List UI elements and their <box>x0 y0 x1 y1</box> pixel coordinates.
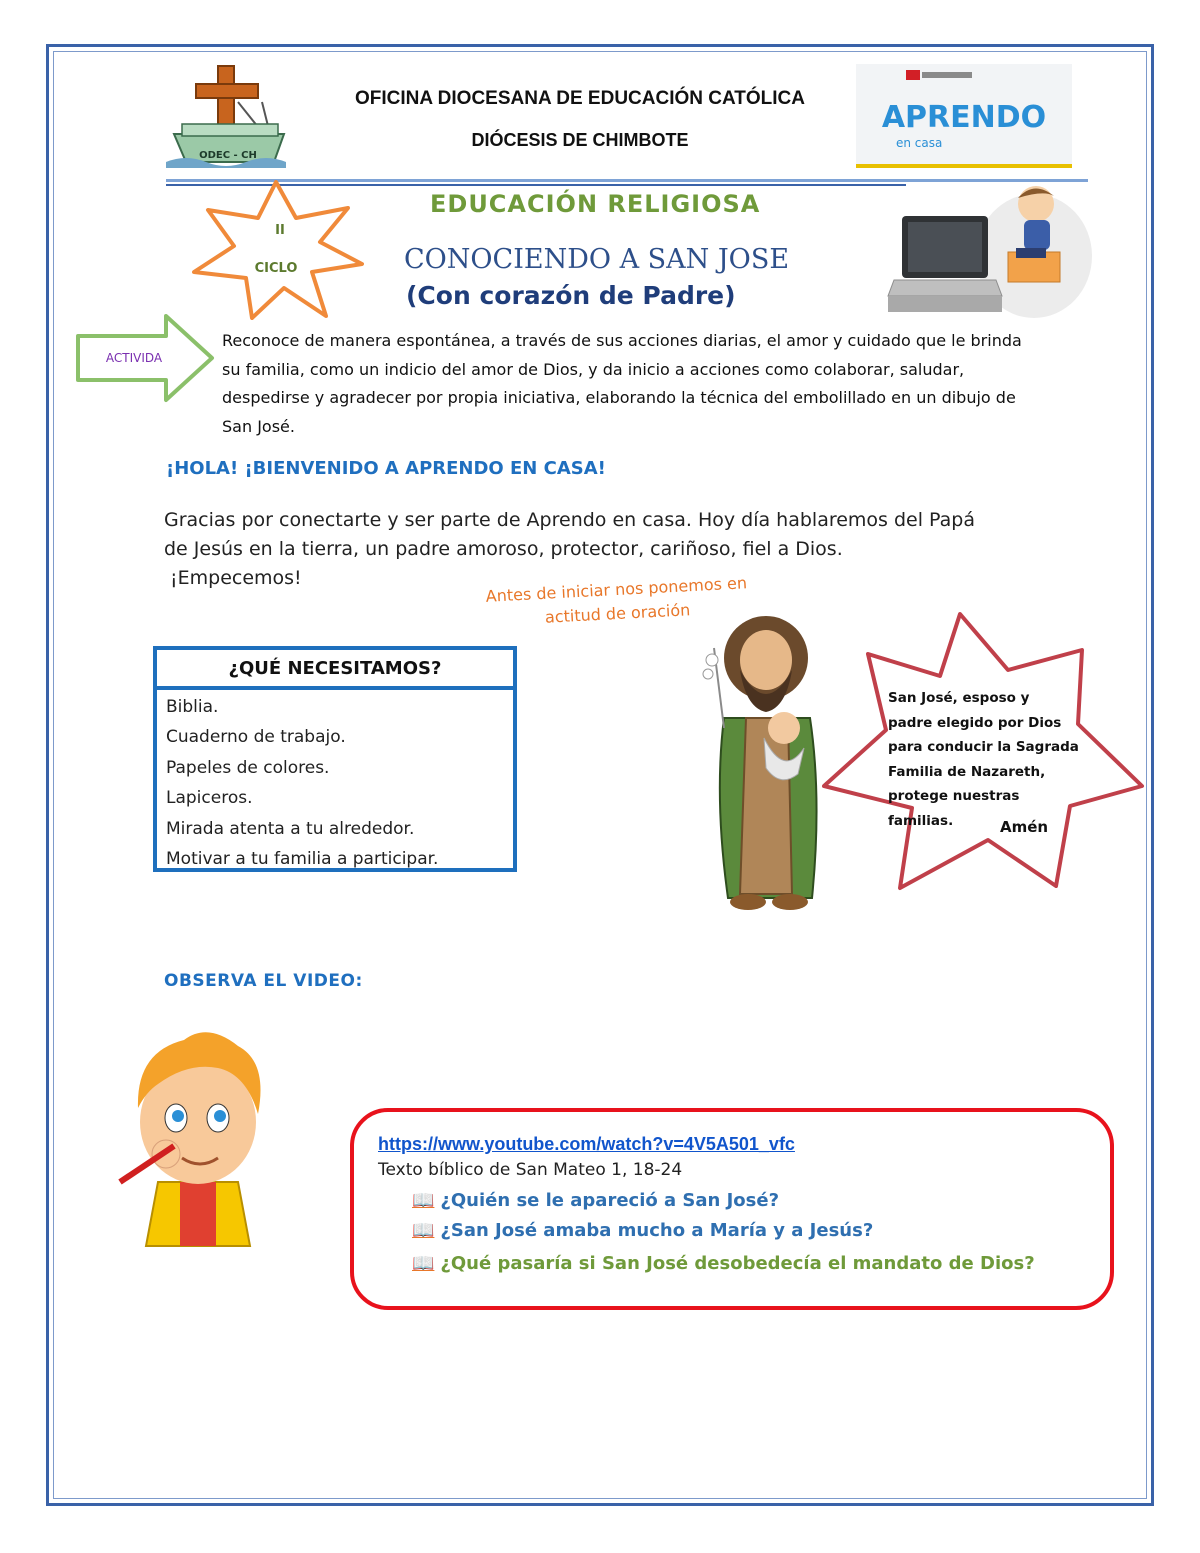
odec-logo-text: ODEC - CH <box>199 150 257 161</box>
activity-arrow-label: ACTIVIDA <box>105 351 163 365</box>
question-text: ¿Qué pasaría si San José desobedecía el mandato de Dios? <box>440 1253 1035 1274</box>
materials-title: ¿QUÉ NECESITAMOS? <box>157 650 513 690</box>
materials-item: Mirada atenta a tu alrededor. <box>166 818 415 839</box>
welcome-heading: ¡HOLA! ¡BIENVENIDO A APRENDO EN CASA! <box>166 458 606 479</box>
aprendo-logo <box>856 64 1072 168</box>
cycle-label: CICLO <box>254 261 298 276</box>
question-1 <box>412 1190 779 1211</box>
materials-box <box>153 646 517 872</box>
subject-title: EDUCACIÓN RELIGIOSA <box>430 190 761 218</box>
prayer-line: padre elegido por Dios <box>888 714 1062 731</box>
video-link[interactable]: https://www.youtube.com/watch?v=4V5A501_vfc <box>378 1134 795 1154</box>
book-icon: 📖 <box>412 1190 435 1211</box>
cycle-star <box>188 180 364 320</box>
materials-item: Cuaderno de trabajo. <box>166 727 346 748</box>
question-text: ¿Quién se le apareció a San José? <box>440 1190 780 1211</box>
topic-title: CONOCIENDO A SAN JOSE <box>404 244 790 275</box>
learning-purpose: Reconoce de manera espontánea, a través de sus acciones diarias, el amor y cuidado que le brinda su familia, como un indicio del amor de Dios, y da inicio a acciones como colaborar, saludar, despedirse y agradecer por propia iniciativa, elaborando la técnica del embolillado en un dibujo de San José. <box>222 331 1022 436</box>
book-icon: 📖 <box>412 1253 435 1274</box>
question-text: ¿San José amaba mucho a María y a Jesús? <box>440 1220 874 1241</box>
materials-item: Biblia. <box>166 697 219 717</box>
saint-joseph-illustration <box>694 598 840 914</box>
materials-item: Papeles de colores. <box>166 757 330 778</box>
intro-line-1: Gracias por conectarte y ser parte de Aprendo en casa. Hoy día hablaremos del Papá <box>164 509 976 531</box>
thinking-boy-illustration <box>118 1022 278 1248</box>
prayer-line: Familia de Nazareth, <box>888 763 1046 780</box>
materials-item: Motivar a tu familia a participar. <box>166 849 439 870</box>
prayer-note-line-2: actitud de oración <box>544 600 691 627</box>
prayer-note-line-1: Antes de iniciar nos ponemos en <box>485 573 748 606</box>
prayer-line: familias. <box>888 812 954 829</box>
aprendo-logo-sub: en casa <box>896 136 943 150</box>
question-3 <box>412 1253 1035 1274</box>
intro-line-3: ¡Empecemos! <box>170 567 302 589</box>
prayer-amen: Amén <box>1000 818 1049 836</box>
tv-kid-illustration <box>884 176 1094 322</box>
intro-line-2: de Jesús en la tierra, un padre amoroso, protector, cariñoso, fiel a Dios. <box>164 538 843 560</box>
flag-icon <box>906 70 920 80</box>
activity-arrow <box>74 312 216 404</box>
video-heading: OBSERVA EL VIDEO: <box>164 971 363 991</box>
prayer-line: San José, esposo y <box>888 690 1030 706</box>
bible-reference: Texto bíblico de San Mateo 1, 18-24 <box>378 1160 683 1180</box>
materials-list <box>157 690 513 874</box>
diocese-title: DIÓCESIS DE CHIMBOTE <box>471 130 689 150</box>
prayer-line: para conducir la Sagrada <box>888 739 1079 755</box>
question-2 <box>412 1220 873 1241</box>
org-title: OFICINA DIOCESANA DE EDUCACIÓN CATÓLICA <box>354 88 806 109</box>
topic-subtitle: (Con corazón de Padre) <box>406 281 736 310</box>
prayer-text <box>888 686 1138 833</box>
prayer-line: protege nuestras <box>888 788 1020 804</box>
odec-logo <box>166 62 296 174</box>
cycle-number: II <box>275 223 285 238</box>
materials-item: Lapiceros. <box>166 788 253 809</box>
aprendo-logo-text: APRENDO <box>881 100 1047 135</box>
book-icon: 📖 <box>412 1220 435 1241</box>
